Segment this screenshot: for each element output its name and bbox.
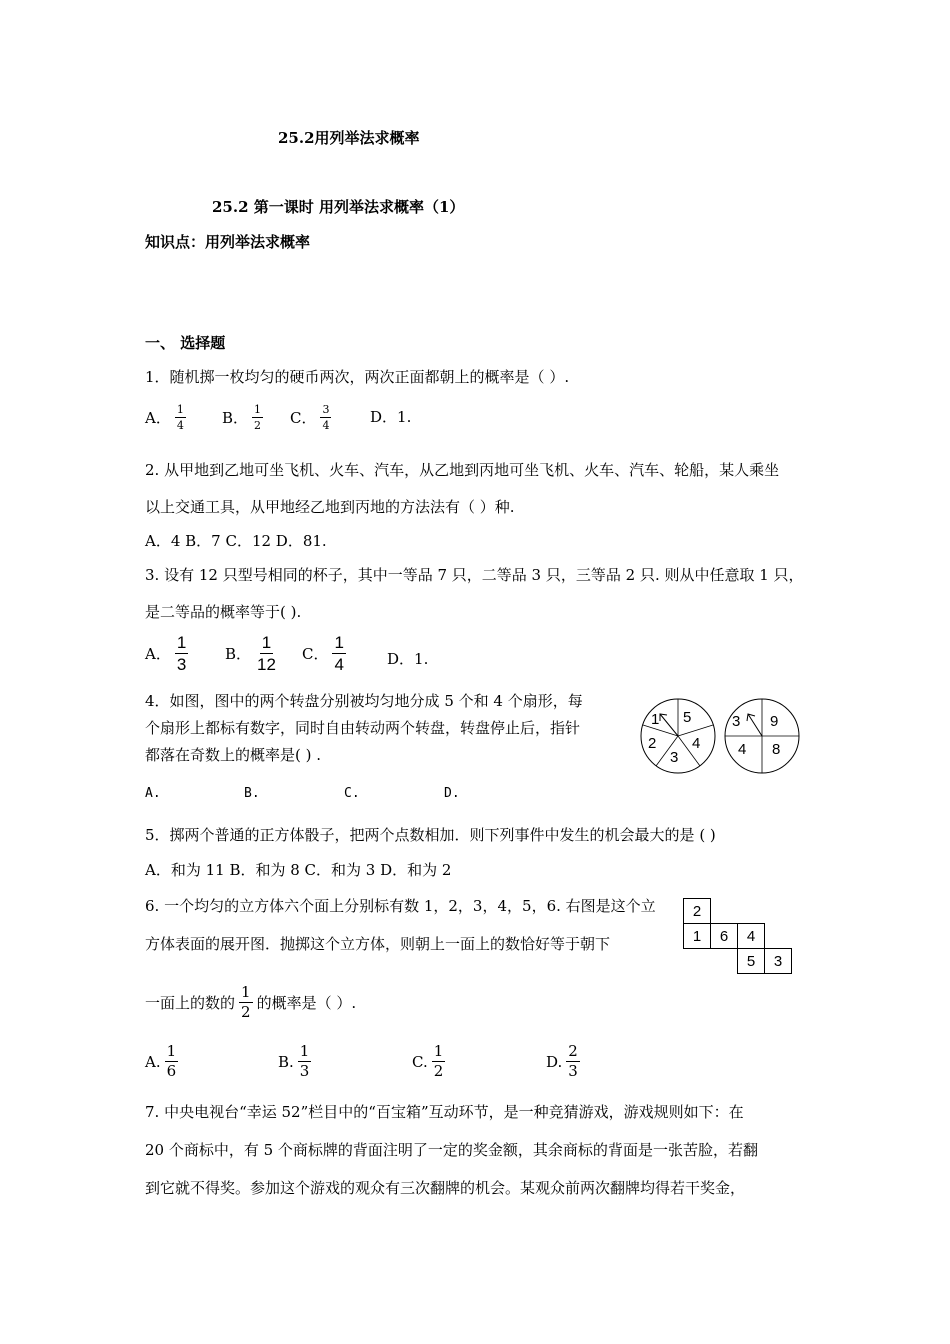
spinner1-label-3: 3 <box>670 749 679 766</box>
q4-option-b: B. <box>244 786 260 801</box>
spinner-four-sectors <box>725 699 799 773</box>
spinner-figure <box>636 694 816 778</box>
lesson-subtitle: 25.2 第一课时 用列举法求概率（1） <box>212 198 465 216</box>
net-cell: 6 <box>711 924 738 949</box>
cube-net <box>683 898 792 974</box>
q4-line3: 都落在奇数上的概率是( ) . <box>145 746 322 764</box>
net-cell: 4 <box>738 924 765 949</box>
q6-line1: 6. 一个均匀的立方体六个面上分别标有数 1，2，3，4，5，6. 右图是这个立 <box>145 897 656 915</box>
spinner2-label-8: 8 <box>772 741 781 758</box>
q4-option-c: C. <box>344 786 360 801</box>
spinner1-label-1: 1 <box>651 711 660 728</box>
q4-option-a: A. <box>145 786 161 801</box>
q6-option-d: D. $\frac{2}{3}$ <box>546 1042 578 1080</box>
section-heading: 一、 选择题 <box>145 334 226 352</box>
q3-line1: 3. 设有 12 只型号相同的杯子，其中一等品 7 只，二等品 3 只，三等品 2 只. 则从中任意取 1 只， <box>145 566 804 584</box>
q4-line2: 个扇形上都标有数字，同时自由转动两个转盘，转盘停止后，指针 <box>145 719 581 737</box>
q3-option-b: B． $\frac{1}{12}$ <box>225 633 276 674</box>
q7-line2: 20 个商标中，有 5 个商标牌的背面注明了一定的奖金额，其余商标的背面是一张苦脸，若翻 <box>145 1141 758 1159</box>
net-cell: 2 <box>684 899 711 924</box>
q3-option-a: A． $\frac{1}{3}$ <box>145 633 187 674</box>
q6-line3: 一面上的数的 $\frac{1}{2}$ 的概率是（ ）. <box>145 983 357 1021</box>
q2-line2: 以上交通工具，从甲地经乙地到丙地的方法法有（ ）种. <box>145 498 515 516</box>
q3-option-d: D．1. <box>387 650 429 668</box>
q2-options: A．4 B．7 C．12 D．81. <box>145 532 327 550</box>
spinner2-label-4: 4 <box>738 741 747 758</box>
q6-option-b: B. $\frac{1}{3}$ <box>278 1042 310 1080</box>
q6-option-c: C. $\frac{1}{2}$ <box>412 1042 444 1080</box>
q5-options: A．和为 11 B．和为 8 C．和为 3 D．和为 2 <box>145 861 452 879</box>
q1-option-a: A． $\frac{1}{4}$ <box>145 403 184 432</box>
q3-option-c: C． $\frac{1}{4}$ <box>302 633 344 674</box>
q7-line1: 7. 中央电视台“幸运 52”栏目中的“百宝箱”互动环节，是一种竞猜游戏，游戏规则如下：在 <box>145 1103 744 1121</box>
spinner1-label-2: 2 <box>648 735 657 752</box>
q1-option-d: D．1. <box>370 408 412 426</box>
q2-line1: 2. 从甲地到乙地可坐飞机、火车、汽车，从乙地到丙地可坐飞机、火车、汽车、轮船，某人乘坐 <box>145 461 780 479</box>
q1-option-c: C． $\frac{3}{4}$ <box>290 403 330 432</box>
net-cell: 5 <box>738 949 765 974</box>
q6-option-a: A. $\frac{1}{6}$ <box>145 1042 177 1080</box>
doc-title: 25.2用列举法求概率 <box>278 129 420 147</box>
q6-line2: 方体表面的展开图．抛掷这个立方体，则朝上一面上的数恰好等于朝下 <box>145 935 611 953</box>
spinner-five-sectors <box>641 699 715 773</box>
spinner1-label-5: 5 <box>683 709 692 726</box>
spinner2-label-9: 9 <box>770 713 779 730</box>
q7-line3: 到它就不得奖。参加这个游戏的观众有三次翻牌的机会。某观众前两次翻牌均得若干奖金， <box>145 1179 746 1197</box>
q3-line2: 是二等品的概率等于( ). <box>145 603 302 621</box>
net-cell: 3 <box>765 949 792 974</box>
q4-line1: 4．如图，图中的两个转盘分别被均匀地分成 5 个和 4 个扇形，每 <box>145 692 583 710</box>
q1-option-b: B． $\frac{1}{2}$ <box>222 403 262 432</box>
net-cell: 1 <box>684 924 711 949</box>
q1-text: 1．随机掷一枚均匀的硬币两次，两次正面都朝上的概率是（ ）. <box>145 368 570 386</box>
spinner1-label-4: 4 <box>692 735 701 752</box>
q4-option-d: D. <box>444 786 460 801</box>
spinner2-label-3: 3 <box>732 713 741 730</box>
q5-text: 5．掷两个普通的正方体骰子，把两个点数相加．则下列事件中发生的机会最大的是 ( ) <box>145 826 716 844</box>
knowledge-point: 知识点：用列举法求概率 <box>145 233 311 251</box>
